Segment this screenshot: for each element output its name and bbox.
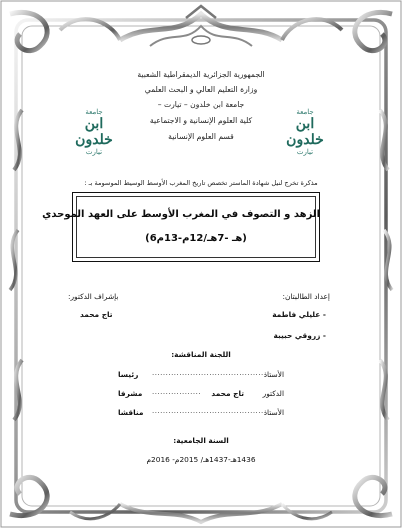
committee-role-3: الأستاذ — [263, 408, 284, 417]
students-label: إعداد الطالبتان: — [282, 292, 330, 301]
committee-name-2: تاج محمد — [211, 389, 244, 398]
logo-middle-text: ابن خلدون — [286, 116, 324, 148]
academic-year-label: السنة الجامعية: — [173, 436, 229, 445]
logo-top-text: جامعة — [296, 108, 314, 116]
university-logo-right — [275, 108, 335, 156]
committee-role-2: الدكتور — [262, 389, 284, 398]
header-ministry: وزارة التعليم العالي و البحث العلمي — [144, 85, 258, 94]
supervisor-name: تاج محمد — [80, 310, 113, 319]
thesis-period: (6هـ -7هـ/12م-13م) — [145, 233, 247, 244]
header-faculty: كلية العلوم الإنسانية و الاجتماعية — [149, 116, 253, 125]
committee-position-1: رئيسا — [118, 370, 139, 379]
committee-role-1: الأستاذ — [263, 370, 284, 379]
thesis-title: الزهد و التصوف في المغرب الأوسط على العهد الموحدي — [42, 209, 320, 220]
logo-middle-text: ابن خلدون — [75, 116, 113, 148]
supervisor-label: بإشراف الدكتور: — [68, 292, 119, 301]
student-1: - عليلي فاطمة — [272, 310, 326, 319]
header-republic: الجمهورية الجزائرية الديمقراطية الشعبية — [137, 70, 265, 79]
committee-dots-1: .......................................... — [152, 369, 267, 377]
header-department: قسم العلوم الإنسانية — [168, 132, 234, 141]
student-2: - زروقي حبيبة — [273, 331, 326, 340]
committee-dots-3: .......................................... — [152, 407, 267, 415]
committee-dots-2: .................. — [152, 388, 202, 396]
academic-year-value: 1436هـ-1437هـ/ 2015م- 2016م — [146, 455, 256, 464]
university-logo-left — [64, 108, 124, 156]
committee-position-2: مشرفا — [118, 389, 143, 398]
committee-position-3: مناقشا — [118, 408, 144, 417]
logo-top-text: جامعة — [85, 108, 103, 116]
logo-bottom-text: تيارت — [85, 148, 103, 156]
committee-label: اللجنة المناقشة: — [171, 350, 231, 359]
logo-bottom-text: تيارت — [296, 148, 314, 156]
header-university: جامعة ابن خلدون – تيارت – — [157, 100, 245, 109]
title-box-inner — [76, 196, 316, 258]
memo-note: مذكرة تخرج لنيل شهادة الماستر تخصص تاريخ المغرب الأوسط الوسيط الموسومة بـ : — [84, 179, 318, 187]
